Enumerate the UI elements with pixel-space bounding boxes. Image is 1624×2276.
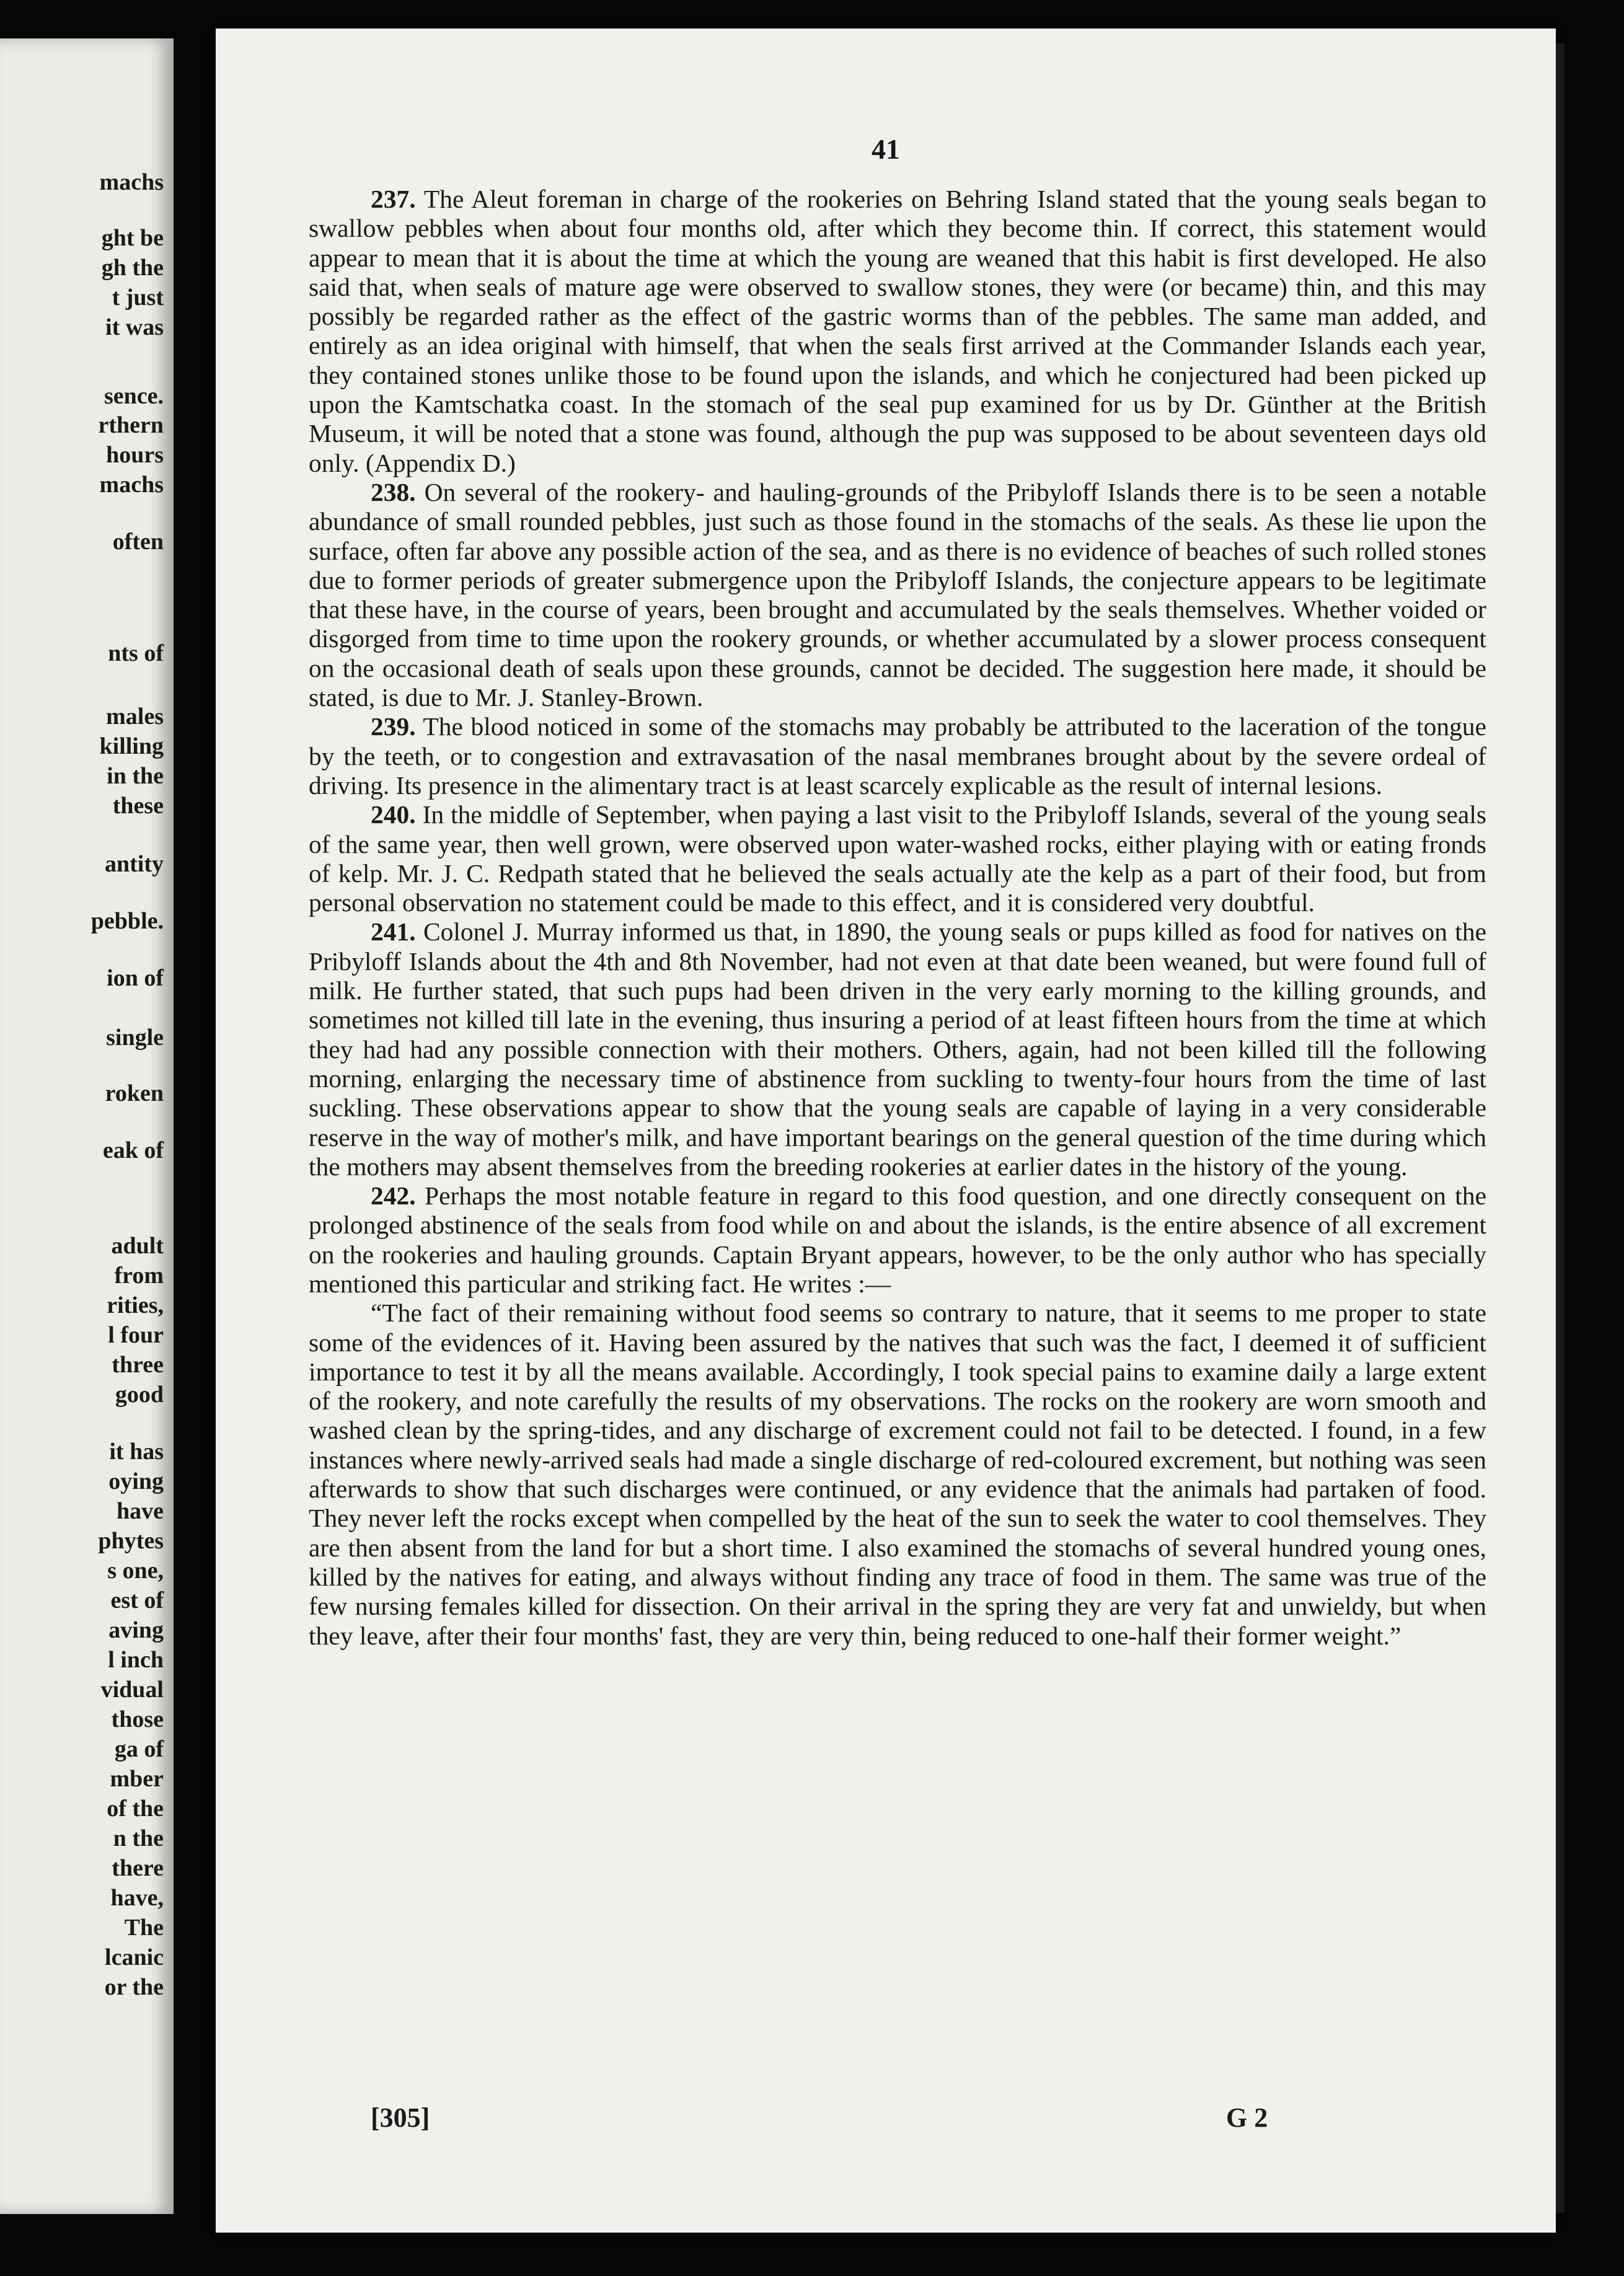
paragraph-number: 239. [371,712,416,741]
paragraph-238 [309,478,1486,712]
facing-page-line: est of [110,1587,164,1613]
facing-page-line: lcanic [105,1944,164,1970]
facing-page-line: hours [106,442,164,468]
facing-page-line: n the [113,1825,164,1851]
facing-page-line: ght be [101,225,164,251]
facing-page-line: ion of [107,965,164,991]
paragraph-241 [309,917,1486,1181]
facing-page-line: pebble. [90,908,164,934]
facing-page-line: ga of [114,1736,164,1762]
paragraph-number: 242. [371,1181,416,1211]
facing-page-line: rities, [107,1292,164,1318]
facing-page-line: three [112,1352,164,1378]
facing-page-line: gh the [101,255,164,281]
page-number: 41 [872,133,900,165]
facing-page-line: aving [108,1617,164,1643]
paragraph-text: The Aleut foreman in charge of the rookeries on Behring Island stated that the young seals began to swallow pebbles when about four months old, after which they become thin. If correct, this statement would appear to mean that it is about the time at which the young are weaned that this habit is first developed. He also said that, when seals of mature age were observed to swallow stones, they were (or became) thin, and this may possibly be regarded rather as the effect of the gastric worms than of the pebbles. The same man added, and entirely as an idea original with himself, that when the seals first arrived at the Commander Islands each year, they contained stones unlike those to be found upon the islands, and which he conjectured had been picked up upon the Kamtschatka coast. In the stomach of the seal pup examined for us by Dr. Günther at the British Museum, it will be noted that a stone was found, although the pup was supposed to be about seventeen days old only. (Appendix D.) [309,185,1486,477]
facing-page-line: l four [108,1322,164,1348]
facing-page-line: roken [105,1080,164,1106]
facing-page-line: mber [110,1766,164,1792]
facing-page-line: sence. [104,383,164,409]
facing-page-line: from [114,1263,164,1289]
quotation-paragraph [309,1299,1486,1651]
facing-page-line: there [112,1855,164,1881]
paragraph-242 [309,1181,1486,1299]
facing-page-line: have, [110,1885,164,1911]
facing-page-line: oying [108,1468,164,1494]
facing-page-fragment [0,38,174,2214]
facing-page-line: in the [107,763,164,789]
paragraph-text: Colonel J. Murray informed us that, in 1890, the young seals or pups killed as food for natives on the Pribyloff Islands about the 4th and 8th November, had not even at that date been weaned, but were found full of milk. He further stated, that such pups had been driven in the very early morning to the killing grounds, and sometimes not killed till late in the evening, thus insuring a period of at least fifteen hours from the time at which they had had any possible connection with their mothers. Others, again, had not been killed till the following morning, enlarging the necessary time of abstinence from suckling to twenty-four hours from the time of last suckling. These observations appear to show that the young seals are capable of laying in a very considerable reserve in the way of mother's milk, and have important bearings on the general question of the time during which the mothers may absent themselves from the breeding rookeries at earlier dates in the history of the young. [309,917,1487,1181]
body-text [309,185,1486,1651]
paragraph-text: On several of the rookery- and hauling-grounds of the Pribyloff Islands there is to be seen a notable abundance of small rounded pebbles, just such as those found in the stomachs of the seals. As these lie upon the surface, often far above any possible action of the sea, and as there is no evidence of beaches of such rolled stones due to former periods of greater submergence upon the Pribyloff Islands, the conjecture appears to be legitimate that these have, in the course of years, been brought and accumulated by the seals themselves. Whether voided or disgorged from time to time upon the rookery grounds, or whether accumulated by a slower process consequent on the occasional death of seals upon these grounds, cannot be decided. The suggestion here made, it should be stated, is due to Mr. J. Stanley-Brown. [309,477,1487,712]
facing-page-line: phytes [98,1528,164,1554]
paragraph-239 [309,712,1486,800]
page-edge-shadow [1556,43,1564,2213]
facing-page-line: these [112,793,164,819]
paragraph-number: 238. [371,477,416,506]
facing-page-line: The [124,1915,164,1941]
facing-page-line: or the [104,1974,164,2000]
signature-mark: [305] [371,2102,430,2133]
facing-page-line: good [115,1382,164,1408]
facing-page-line: killing [99,733,164,759]
paragraph-number: 237. [371,185,416,213]
facing-page-line: vidual [100,1677,164,1703]
paragraph-text: The blood noticed in some of the stomachs may probably be attributed to the laceration of the tongue by the teeth, or to congestion and extravasation of the nasal membranes brought about by the severe ordeal of driving. Its presence in the alimentary tract is at least scarcely explicable as the result of internal lesions. [309,712,1486,800]
paragraph-237 [309,185,1486,478]
paragraph-number: 240. [371,800,416,829]
facing-page-line: males [106,704,164,730]
facing-page-line: single [106,1025,164,1051]
quotation-text: “The fact of their remaining without food seems so contrary to nature, that it seems to me proper to state some of the evidences of it. Having been assured by the natives that such was the fact, I deemed it of sufficient importance to test it by all the means available. Accordingly, I took special pains to examine daily a large extent of the rookery, and note carefully the results of my observations. The rocks on the rookery are worn smooth and washed clean by the spring-tides, and any discharge of excrement could not fail to be detected. I found, in a few instances where newly-arrived seals had made a single discharge of red-coloured excrement, but nothing was seen afterwards to show that such discharges were continued, or any evidence that the animals had partaken of food. They never left the rocks except when compelled by the heat of the sun to seek the water to cool themselves. They are then absent from the land for but a short time. I also examined the stomachs of several hundred young ones, killed by the natives for eating, and always without finding any trace of food in them. The same was true of the few nursing females killed for dissection. On their arrival in the spring they are very fat and unwieldy, but when they leave, after their four months' fast, they are very thin, being reduced to one-half their former weight.” [309,1299,1486,1650]
document-page [216,29,1556,2233]
facing-page-line: machs [99,169,164,195]
facing-page-line: rthern [98,412,164,438]
paragraph-number: 241. [371,917,416,946]
facing-page-line: adult [111,1233,164,1259]
facing-page-line: those [111,1706,164,1732]
facing-page-line: of the [107,1796,164,1822]
facing-page-line: it has [109,1439,164,1465]
facing-page-line: machs [99,472,164,498]
gathering-signature: G 2 [1226,2102,1268,2133]
facing-page-line: l inch [108,1647,164,1673]
facing-page-line: antity [105,851,164,877]
facing-page-line: have [117,1498,164,1524]
facing-page-line: s one, [107,1558,164,1584]
paragraph-text: Perhaps the most notable feature in regard to this food question, and one directly consequent on the prolonged abstinence of the seals from food while on and about the islands, is the entire absence of all excrement on the rookeries and hauling grounds. Captain Bryant appears, however, to be the only author who has specially mentioned this particular and striking fact. He writes :— [309,1181,1487,1298]
facing-page-line: it was [105,314,164,340]
facing-page-line: nts of [108,640,164,666]
facing-page-line: often [112,529,164,555]
facing-page-line: eak of [102,1137,164,1163]
paragraph-text: In the middle of September, when paying a last visit to the Pribyloff Islands, several of the young seals of the same year, then well grown, were observed upon water-washed rocks, either playing with or eating fronds of kelp. Mr. J. C. Redpath stated that he believed the seals actually ate the kelp as a part of their food, but from personal observation no statement could be made to this effect, and it is considered very doubtful. [309,800,1487,917]
paragraph-240 [309,800,1486,917]
facing-page-line: t just [112,284,164,311]
